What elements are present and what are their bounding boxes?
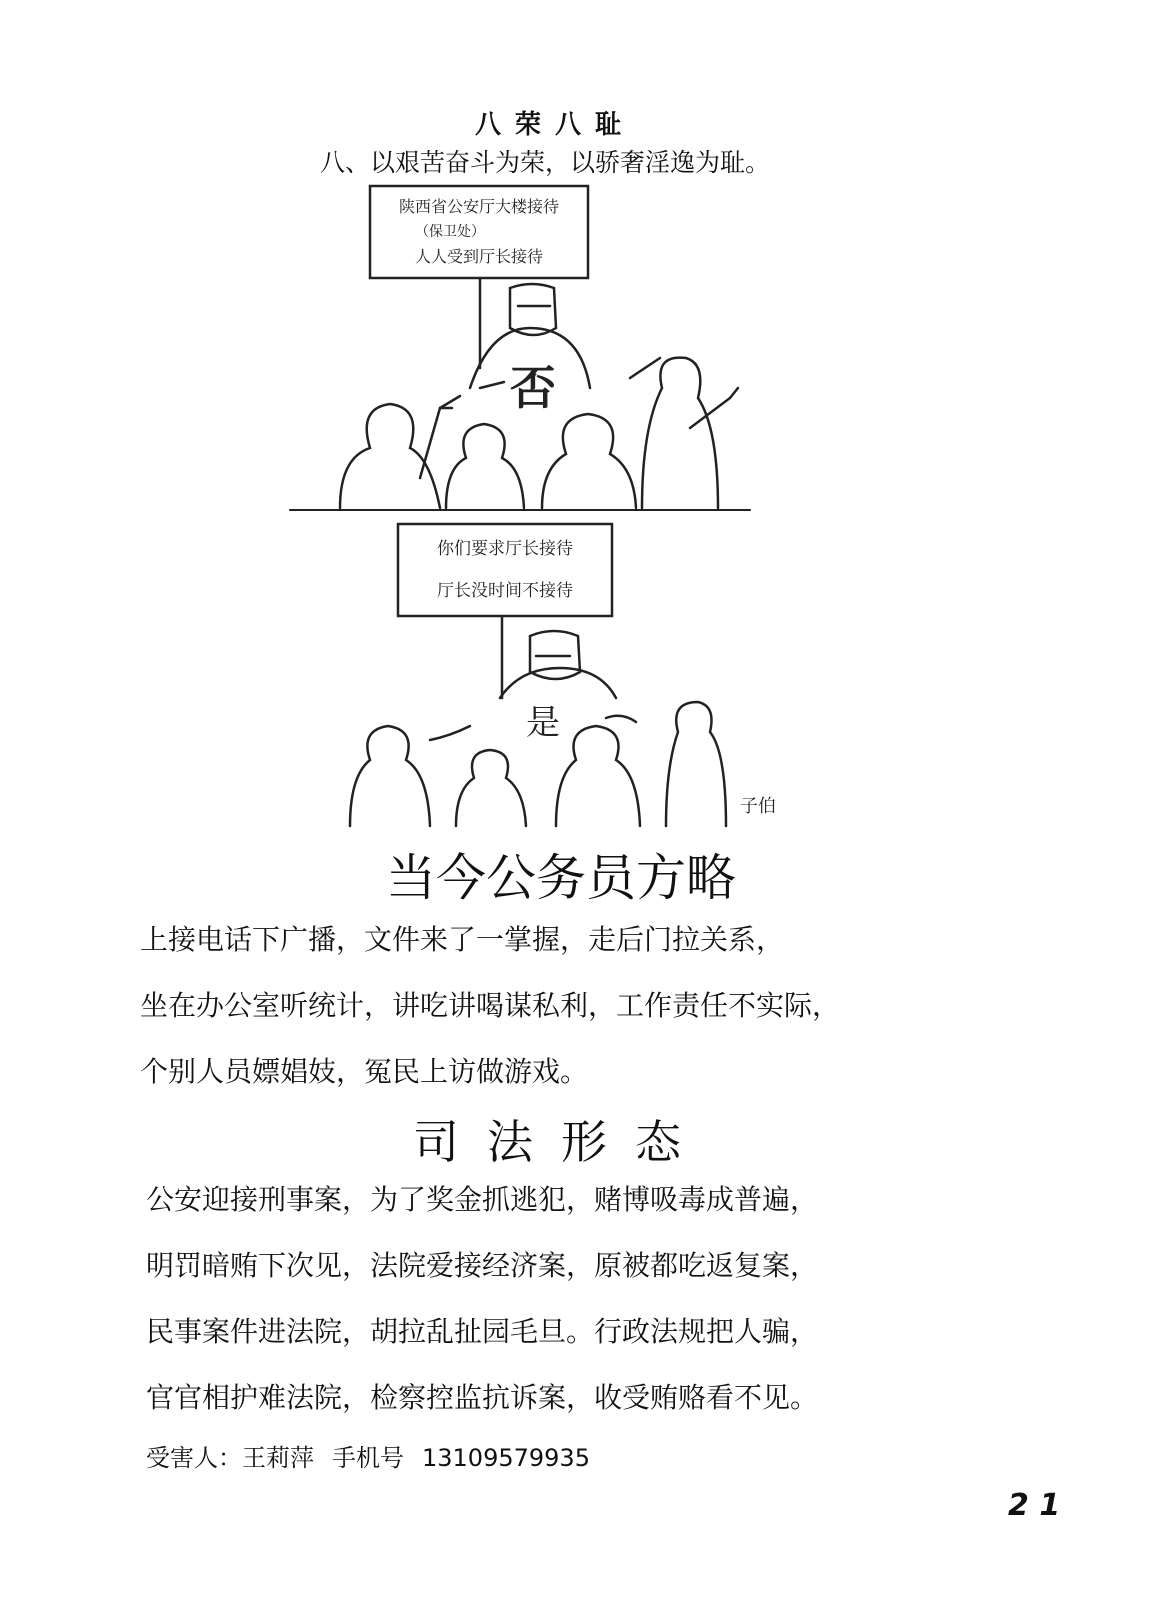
page-heading: 八荣八耻 xyxy=(474,110,635,140)
phone-label: 手机号 xyxy=(332,1444,404,1472)
top-char: 否 xyxy=(510,361,556,415)
section1-line: 上接电话下广播，文件来了一掌握，走后门拉关系， xyxy=(140,923,785,956)
section2-heading: 司法形态 xyxy=(413,1115,709,1169)
section1-line: 个别人员嫖娼妓，冤民上访做游戏。 xyxy=(140,1055,589,1088)
section1-line: 坐在办公室听统计，讲吃讲喝谋私利，工作责任不实际， xyxy=(140,989,841,1022)
honor-line-eight: 八、以艰苦奋斗为荣，以骄奢淫逸为耻。 xyxy=(319,148,770,177)
section1-heading: 当今公务员方略 xyxy=(386,849,736,907)
page-number: 2 1 xyxy=(1008,1488,1061,1523)
section2-line: 公安迎接刑事案，为了奖金抓逃犯，赌博吸毒成普遍， xyxy=(146,1183,819,1216)
top-sign-line-2: （保卫处） xyxy=(415,224,485,240)
bottom-sign-line-2: 厅长没时间不接待 xyxy=(437,581,573,601)
crowd-person xyxy=(446,424,524,508)
section2-line: 明罚暗贿下次见，法院爱接经济案，原被都吃返复案， xyxy=(146,1249,819,1282)
victim-contact xyxy=(146,1438,608,1473)
top-sign-line-1: 陕西省公安厅大楼接待 xyxy=(398,197,560,216)
victim-name: 受害人：王莉萍 xyxy=(146,1444,314,1472)
phone-number: 13109579935 xyxy=(422,1444,590,1472)
crowd-person xyxy=(666,702,726,826)
bottom-sign-line-1: 你们要求厅长接待 xyxy=(437,539,573,559)
cartoon-illustration xyxy=(270,178,810,838)
crowd-person xyxy=(350,726,430,826)
bottom-sign-board xyxy=(398,524,612,616)
top-sign-line-3: 人人受到厅长接待 xyxy=(414,247,544,266)
crowd-person xyxy=(456,750,526,826)
artist-signature: 子伯 xyxy=(740,796,776,817)
crowd-person xyxy=(556,726,640,826)
section2-line: 官官相护难法院，检察控监抗诉案，收受贿赂看不见。 xyxy=(146,1381,819,1414)
bottom-char: 是 xyxy=(526,703,560,743)
section2-line: 民事案件进法院，胡拉乱扯园毛旦。行政法规把人骗， xyxy=(146,1315,819,1348)
crowd-person xyxy=(642,358,718,508)
crowd-person xyxy=(542,414,636,508)
